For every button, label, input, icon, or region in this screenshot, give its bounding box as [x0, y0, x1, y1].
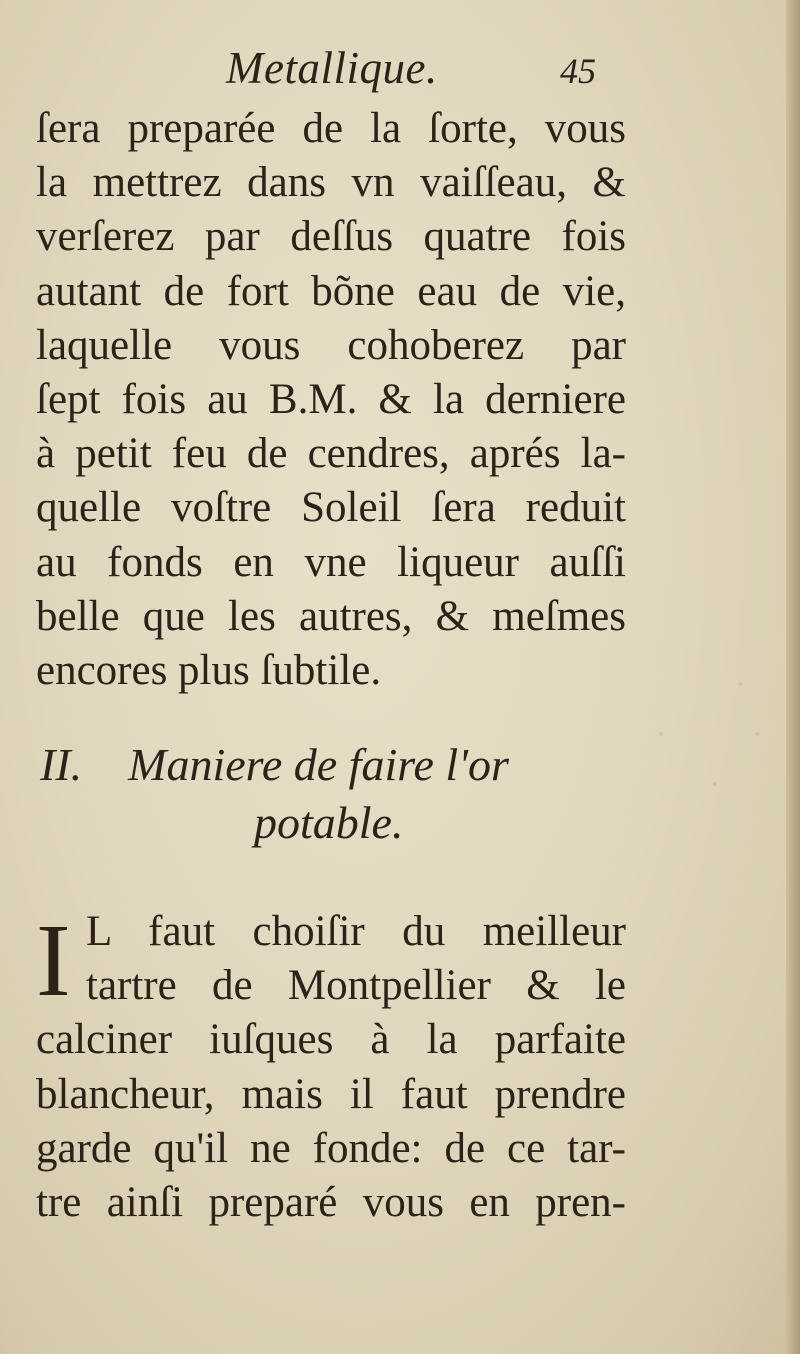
page-number: 45: [560, 51, 596, 91]
text-line: à petit feu de cendres, aprés la-: [36, 430, 626, 478]
section-heading-line-1: [40, 738, 580, 791]
text-line: quelle voſtre Soleil ſera reduit: [36, 484, 626, 532]
text-line: belle que les autres, & meſmes: [36, 592, 626, 640]
text-line: ſept fois au B.M. & la derniere: [36, 375, 626, 423]
text-line: encores plus ſubtile.: [36, 646, 382, 694]
section-number: II.: [40, 739, 83, 790]
text-line: tre ainſi preparé vous en pren-: [36, 1178, 626, 1226]
text-line: L faut choiſir du meilleur: [86, 908, 626, 955]
page-edge-shadow: [786, 0, 800, 1354]
running-title: Metallique.: [226, 43, 438, 93]
paragraph-1: [36, 102, 626, 698]
text-line: la mettrez dans vn vaiſſeau, &: [36, 159, 626, 207]
section-heading-line-2: potable.: [254, 797, 404, 848]
text-line: garde qu'il ne fonde: de ce tar-: [36, 1124, 626, 1172]
text-line: verſerez par deſſus quatre fois: [36, 213, 626, 261]
text-line: autant de fort bõne eau de vie,: [36, 267, 626, 315]
text-line: tartre de Montpellier & le: [86, 962, 626, 1010]
text-line: ſera preparée de la ſorte, vous: [36, 105, 626, 152]
drop-initial: I: [36, 903, 71, 1018]
running-head: [0, 38, 800, 98]
text-line: laquelle vous cohoberez par: [36, 321, 626, 369]
text-line: calciner iuſques à la parfaite: [36, 1016, 626, 1064]
section-heading: [0, 738, 800, 868]
text-line: blancheur, mais il faut prendre: [36, 1070, 626, 1118]
paragraph-2: [36, 905, 626, 1230]
section-title: Maniere de faire l'or: [128, 739, 509, 790]
bleed-through-text: · · · ·: [655, 666, 763, 803]
text-line: au fonds en vne liqueur auſſi: [36, 538, 626, 586]
